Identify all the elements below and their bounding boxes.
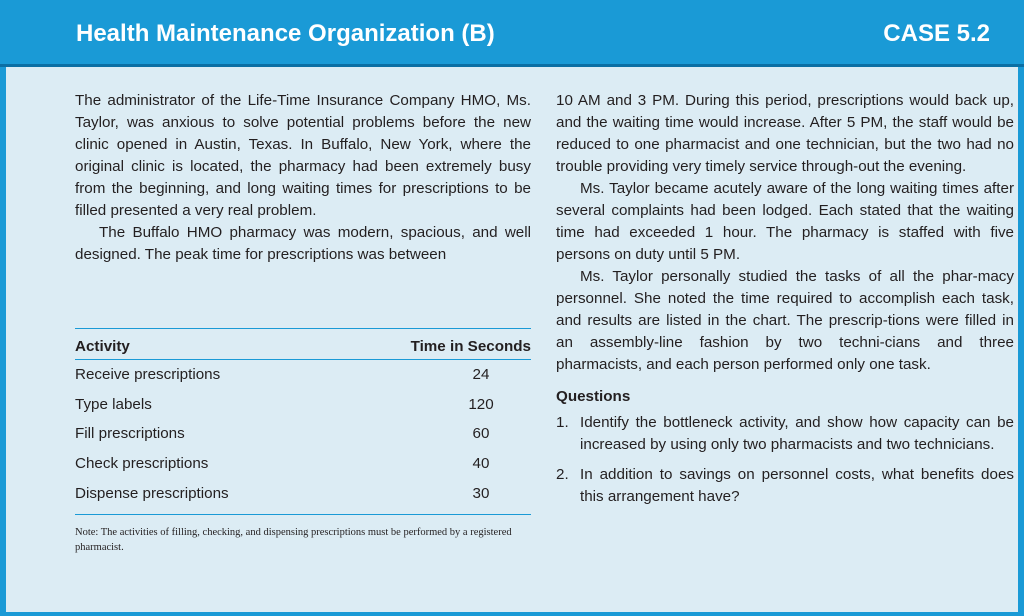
activity-time-table xyxy=(75,328,531,515)
peak-time-paragraph: 10 AM and 3 PM. During this period, prescriptions would back up, and the waiting time would increase. After 5 PM, the staff would be reduced to one pharmacist and one technician, but the two had no trouble providing very timely service through-out the evening. xyxy=(556,92,1014,175)
table-row xyxy=(75,390,531,420)
activity-cell: Fill prescriptions xyxy=(75,425,185,443)
questions-heading: Questions xyxy=(556,388,631,405)
complaints-paragraph: Ms. Taylor became acutely aware of the long waiting times after several complaints had been lodged. Each stated that the waiting time had exceeded 1 hour. The pharmacy is staffed with five persons on duty until 5 PM. xyxy=(556,180,1014,263)
time-cell: 30 xyxy=(472,484,490,502)
table-header xyxy=(75,329,531,359)
activity-cell: Type labels xyxy=(75,395,152,413)
case-number: CASE 5.2 xyxy=(883,20,990,47)
question-item xyxy=(556,464,1014,508)
question-text: In addition to savings on personnel costs, what benefits does this arrangement have? xyxy=(580,466,1014,505)
activity-cell: Dispense prescriptions xyxy=(75,484,229,502)
pharmacy-paragraph: The Buffalo HMO pharmacy was modern, spacious, and well designed. The peak time for prescriptions was between xyxy=(75,224,531,263)
question-item xyxy=(556,412,1014,456)
table-row xyxy=(75,449,531,479)
table-note: Note: The activities of filling, checking, and dispensing prescriptions must be performed by a registered pharmacist. xyxy=(75,527,512,553)
question-text: Identify the bottleneck activity, and show how capacity can be increased by using only two pharmacists and two technicians. xyxy=(580,414,1014,453)
time-cell: 40 xyxy=(472,455,490,473)
table-row xyxy=(75,419,531,449)
activity-cell: Receive prescriptions xyxy=(75,366,221,384)
left-column xyxy=(75,90,531,266)
frame-right-border xyxy=(1018,67,1024,616)
question-number: 2. xyxy=(556,466,569,483)
case-title: Health Maintenance Organization (B) xyxy=(76,20,495,47)
right-column xyxy=(556,90,1014,508)
table-row xyxy=(75,478,531,508)
task-study-paragraph: Ms. Taylor personally studied the tasks of all the phar-macy personnel. She noted the time required to accomplish each task, and results are listed in the chart. The prescrip-tions were filled in an assembly-line fashion by two techni-cians and three pharmacists, and each person performed only one task. xyxy=(556,268,1014,373)
table-bottom-rule xyxy=(75,514,531,515)
intro-paragraph: The administrator of the Life-Time Insurance Company HMO, Ms. Taylor, was anxious to solve potential problems before the new clinic opened in Austin, Texas. In Buffalo, New York, where the original clinic is located, the pharmacy had been extremely busy from the beginning, and long waiting times for prescriptions to be filled presented a very real problem. xyxy=(75,92,531,219)
frame-bottom-border xyxy=(0,612,1024,616)
activity-cell: Check prescriptions xyxy=(75,455,209,473)
time-cell: 24 xyxy=(472,366,490,384)
column-header-time: Time in Seconds xyxy=(410,338,531,355)
question-number: 1. xyxy=(556,414,569,431)
time-cell: 120 xyxy=(468,395,494,413)
case-header xyxy=(0,0,1024,67)
time-cell: 60 xyxy=(472,425,490,443)
table-row xyxy=(75,360,531,390)
frame-left-border xyxy=(0,67,6,616)
column-header-activity: Activity xyxy=(75,338,130,355)
